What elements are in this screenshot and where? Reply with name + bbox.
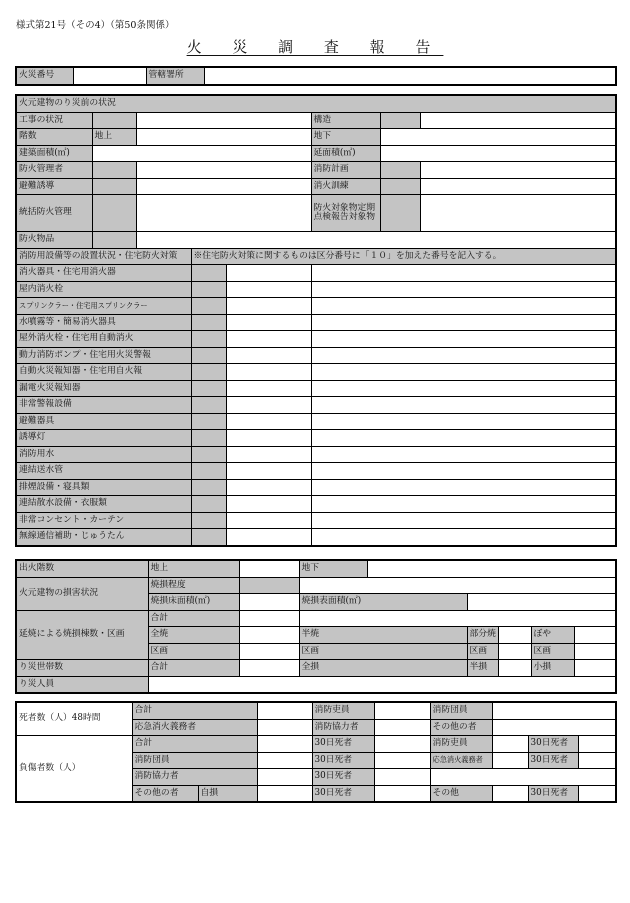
station-field[interactable] bbox=[204, 67, 616, 85]
equipment-code-box[interactable] bbox=[192, 463, 227, 479]
equipment-code[interactable] bbox=[191, 265, 311, 282]
burnt-floor-label: 焼損床面積(㎡) bbox=[148, 594, 239, 611]
equipment-row bbox=[16, 512, 616, 529]
injured-self-d30-label: 30日死者 bbox=[312, 785, 374, 802]
injured-self-d30-field[interactable] bbox=[374, 785, 430, 802]
persons-label: り災人員 bbox=[16, 676, 148, 693]
below-label: 地下 bbox=[311, 129, 380, 146]
degree-field[interactable] bbox=[299, 577, 616, 594]
deaths-official-field[interactable] bbox=[374, 702, 430, 719]
deaths-others-label: その他の者 bbox=[430, 719, 492, 736]
structure-code[interactable] bbox=[380, 112, 420, 129]
fire-plan-field[interactable] bbox=[420, 162, 616, 179]
small-section-label: 区画 bbox=[531, 643, 574, 660]
full-loss-label: 全損 bbox=[299, 660, 467, 677]
equipment-field[interactable] bbox=[311, 430, 616, 447]
burnt-surface-field[interactable] bbox=[467, 594, 616, 611]
fire-manager-code[interactable] bbox=[92, 162, 136, 179]
construction-field[interactable] bbox=[136, 112, 311, 129]
equipment-field[interactable] bbox=[311, 512, 616, 529]
equipment-code-box[interactable] bbox=[192, 282, 227, 298]
equipment-code-box[interactable] bbox=[192, 315, 227, 331]
equipment-label: 屋内消火栓 bbox=[16, 281, 191, 298]
equipment-row bbox=[16, 463, 616, 480]
equipment-code[interactable] bbox=[191, 397, 311, 414]
overall-manager-code[interactable] bbox=[92, 195, 136, 232]
origin-floor-label: 出火階数 bbox=[16, 560, 148, 577]
equipment-row bbox=[16, 281, 616, 298]
half-section-label: 区画 bbox=[299, 643, 467, 660]
damage-table bbox=[15, 559, 617, 694]
equipment-field[interactable] bbox=[311, 298, 616, 315]
full-section-label: 区画 bbox=[148, 643, 239, 660]
deaths-others-field[interactable] bbox=[492, 719, 616, 736]
equipment-label: 水噴霧等・簡易消火器具 bbox=[16, 314, 191, 331]
injured-emergency-d30-label: 30日死者 bbox=[528, 752, 578, 769]
drill-code[interactable] bbox=[380, 178, 420, 195]
injured-self-label: 自損 bbox=[198, 785, 257, 802]
goods-code[interactable] bbox=[92, 232, 136, 249]
partial-burn-field[interactable] bbox=[498, 627, 531, 644]
drill-field[interactable] bbox=[420, 178, 616, 195]
equipment-field[interactable] bbox=[311, 446, 616, 463]
spread-total-blank bbox=[299, 610, 616, 627]
injured-emergency-field[interactable] bbox=[492, 752, 528, 769]
drill-label: 消火訓練 bbox=[311, 178, 380, 195]
partial-section-field[interactable] bbox=[498, 643, 531, 660]
equipment-label: スプリンクラー・住宅用スプリンクラー bbox=[16, 298, 191, 315]
sec2-heading: 消防用設備等の設置状況・住宅防火対策 bbox=[16, 248, 191, 265]
equipment-label: 無線通信補助・じゅうたん bbox=[16, 529, 191, 546]
floor-area-label: 延面積(㎡) bbox=[311, 145, 380, 162]
equipment-label: 誘導灯 bbox=[16, 430, 191, 447]
floors-label: 階数 bbox=[16, 129, 92, 146]
origin-below-field[interactable] bbox=[367, 560, 616, 577]
equipment-row bbox=[16, 413, 616, 430]
injured-total-d30-label: 30日死者 bbox=[312, 736, 374, 753]
small-section-field[interactable] bbox=[574, 643, 616, 660]
injured-other-d30-field[interactable] bbox=[578, 785, 616, 802]
equipment-row bbox=[16, 529, 616, 546]
equipment-row bbox=[16, 331, 616, 348]
equipment-code-box[interactable] bbox=[192, 397, 227, 413]
injured-cooperator-field[interactable] bbox=[257, 769, 312, 786]
equipment-field[interactable] bbox=[311, 496, 616, 513]
injured-official-d30-label: 30日死者 bbox=[528, 736, 578, 753]
equipment-code-box[interactable] bbox=[192, 430, 227, 446]
equipment-label: 漏電火災報知器 bbox=[16, 380, 191, 397]
small-loss-label: 小損 bbox=[531, 660, 574, 677]
deaths-emergency-label: 応急消火義務者 bbox=[132, 719, 257, 736]
deaths-member-label: 消防団員 bbox=[430, 702, 492, 719]
equipment-code[interactable] bbox=[191, 413, 311, 430]
evacuation-label: 避難誘導 bbox=[16, 178, 92, 195]
equipment-code[interactable] bbox=[191, 331, 311, 348]
equipment-code-box[interactable] bbox=[192, 513, 227, 529]
building-area-field[interactable] bbox=[92, 145, 311, 162]
equipment-field[interactable] bbox=[311, 265, 616, 282]
inspection-code[interactable] bbox=[380, 195, 420, 232]
spread-total-field[interactable] bbox=[239, 610, 299, 627]
equipment-code[interactable] bbox=[191, 298, 311, 315]
evacuation-field[interactable] bbox=[136, 178, 311, 195]
equipment-code-box[interactable] bbox=[192, 298, 227, 314]
injured-cooperator-d30-field[interactable] bbox=[374, 769, 430, 786]
equipment-code-box[interactable] bbox=[192, 447, 227, 463]
injured-total-label: 合計 bbox=[132, 736, 257, 753]
sec1-heading: 火元建物のり災前の状況 bbox=[16, 95, 616, 112]
equipment-row bbox=[16, 364, 616, 381]
injured-member-label: 消防団員 bbox=[132, 752, 257, 769]
equipment-code-box[interactable] bbox=[192, 480, 227, 496]
injured-official-field[interactable] bbox=[492, 736, 528, 753]
equipment-row bbox=[16, 314, 616, 331]
injured-other-field[interactable] bbox=[492, 785, 528, 802]
equipment-field[interactable] bbox=[311, 479, 616, 496]
equipment-code[interactable] bbox=[191, 430, 311, 447]
deaths-member-field[interactable] bbox=[492, 702, 616, 719]
inspection-label: 防火対象物定期点検報告対象物 bbox=[311, 195, 380, 232]
sec2-note: ※住宅防火対策に関するものは区分番号に「１０」を加えた番号を記入する。 bbox=[191, 248, 616, 265]
equipment-code[interactable] bbox=[191, 529, 311, 546]
injured-other-d30-label: 30日死者 bbox=[528, 785, 578, 802]
equipment-row bbox=[16, 430, 616, 447]
injured-emergency-label: 応急消火義務者 bbox=[430, 752, 492, 769]
goods-label: 防火物品 bbox=[16, 232, 92, 249]
equipment-code[interactable] bbox=[191, 479, 311, 496]
fire-no-field[interactable] bbox=[73, 67, 146, 85]
fire-manager-field[interactable] bbox=[136, 162, 311, 179]
injured-cooperator-label: 消防協力者 bbox=[132, 769, 257, 786]
origin-above-label: 地上 bbox=[148, 560, 239, 577]
equipment-row bbox=[16, 479, 616, 496]
full-burn-field[interactable] bbox=[239, 627, 299, 644]
deaths-official-label: 消防吏員 bbox=[312, 702, 374, 719]
floor-area-field[interactable] bbox=[380, 145, 616, 162]
injured-member-field[interactable] bbox=[257, 752, 312, 769]
burnt-floor-field[interactable] bbox=[239, 594, 299, 611]
station-label: 管轄署所 bbox=[146, 67, 204, 85]
households-label: り災世帯数 bbox=[16, 660, 148, 677]
equipment-code-box[interactable] bbox=[192, 496, 227, 512]
injured-cooperator-blank bbox=[430, 769, 616, 786]
building-area-label: 建築面積(㎡) bbox=[16, 145, 92, 162]
equipment-field[interactable] bbox=[311, 331, 616, 348]
equipment-label: 動力消防ポンプ・住宅用火災警報 bbox=[16, 347, 191, 364]
form-number: 様式第21号（その4）（第50条関係） bbox=[16, 20, 175, 31]
equipment-field[interactable] bbox=[311, 347, 616, 364]
inspection-field[interactable] bbox=[420, 195, 616, 232]
equipment-code[interactable] bbox=[191, 380, 311, 397]
equipment-code-box[interactable] bbox=[192, 331, 227, 347]
injured-emergency-d30-field[interactable] bbox=[578, 752, 616, 769]
above-field[interactable] bbox=[136, 129, 311, 146]
equipment-label: 消火器具・住宅用消火器 bbox=[16, 265, 191, 282]
injured-others-label: その他の者 bbox=[132, 785, 198, 802]
half-burn-label: 半焼 bbox=[299, 627, 467, 644]
casualties-table bbox=[15, 701, 617, 803]
degree-label: 焼損程度 bbox=[148, 577, 239, 594]
injured-other-label: その他 bbox=[430, 785, 492, 802]
deaths-total-field[interactable] bbox=[257, 702, 312, 719]
equipment-field[interactable] bbox=[311, 364, 616, 381]
fire-plan-label: 消防計画 bbox=[311, 162, 380, 179]
equipment-row bbox=[16, 380, 616, 397]
equipment-code[interactable] bbox=[191, 512, 311, 529]
partial-section-label: 区画 bbox=[467, 643, 498, 660]
small-fire-label: ぼや bbox=[531, 627, 574, 644]
origin-above-field[interactable] bbox=[239, 560, 299, 577]
equipment-field[interactable] bbox=[311, 463, 616, 480]
equipment-code[interactable] bbox=[191, 496, 311, 513]
degree-code[interactable] bbox=[239, 577, 299, 594]
persons-field[interactable] bbox=[148, 676, 616, 693]
goods-field[interactable] bbox=[136, 232, 616, 249]
equipment-label: 消防用水 bbox=[16, 446, 191, 463]
equipment-label: 避難器具 bbox=[16, 413, 191, 430]
equipment-code-box[interactable] bbox=[192, 265, 227, 281]
deaths-cooperator-label: 消防協力者 bbox=[312, 719, 374, 736]
households-total-label: 合計 bbox=[148, 660, 239, 677]
equipment-code[interactable] bbox=[191, 314, 311, 331]
injured-total-d30-field[interactable] bbox=[374, 736, 430, 753]
burnt-surface-label: 焼損表面積(㎡) bbox=[299, 594, 467, 611]
injured-member-d30-label: 30日死者 bbox=[312, 752, 374, 769]
equipment-label: 屋外消火栓・住宅用自動消火 bbox=[16, 331, 191, 348]
equipment-field[interactable] bbox=[311, 529, 616, 546]
equipment-label: 自動火災報知器・住宅用自火報 bbox=[16, 364, 191, 381]
half-loss-label: 半損 bbox=[467, 660, 498, 677]
equipment-label: 非常警報設備 bbox=[16, 397, 191, 414]
overall-manager-label: 統括防火管理 bbox=[16, 195, 92, 232]
equipment-label: 連結散水設備・衣服類 bbox=[16, 496, 191, 513]
equipment-code[interactable] bbox=[191, 446, 311, 463]
equipment-code[interactable] bbox=[191, 281, 311, 298]
equipment-code-box[interactable] bbox=[192, 381, 227, 397]
construction-label: 工事の状況 bbox=[16, 112, 92, 129]
equipment-row bbox=[16, 298, 616, 315]
deaths-cooperator-field[interactable] bbox=[374, 719, 430, 736]
overall-manager-field[interactable] bbox=[136, 195, 311, 232]
equipment-code-box[interactable] bbox=[192, 414, 227, 430]
half-loss-field[interactable] bbox=[498, 660, 531, 677]
injured-total-field[interactable] bbox=[257, 736, 312, 753]
full-section-field[interactable] bbox=[239, 643, 299, 660]
small-fire-field[interactable] bbox=[574, 627, 616, 644]
origin-below-label: 地下 bbox=[299, 560, 367, 577]
equipment-code-box[interactable] bbox=[192, 348, 227, 364]
equipment-field[interactable] bbox=[311, 397, 616, 414]
equipment-field[interactable] bbox=[311, 380, 616, 397]
spread-label: 延焼による焼損棟数・区画 bbox=[16, 610, 148, 660]
equipment-label: 非常コンセント・カーテン bbox=[16, 512, 191, 529]
equipment-label: 排煙設備・寝具類 bbox=[16, 479, 191, 496]
damage-label: 火元建物の損害状況 bbox=[16, 577, 148, 610]
equipment-code[interactable] bbox=[191, 347, 311, 364]
equipment-field[interactable] bbox=[311, 413, 616, 430]
fire-plan-code[interactable] bbox=[380, 162, 420, 179]
injured-self-field[interactable] bbox=[257, 785, 312, 802]
building-status-table bbox=[15, 94, 617, 547]
injured-label: 負傷者数（人） bbox=[16, 736, 132, 803]
equipment-label: 連結送水管 bbox=[16, 463, 191, 480]
injured-member-d30-field[interactable] bbox=[374, 752, 430, 769]
equipment-row bbox=[16, 496, 616, 513]
equipment-code-box[interactable] bbox=[192, 529, 227, 545]
small-loss-field[interactable] bbox=[574, 660, 616, 677]
equipment-code[interactable] bbox=[191, 463, 311, 480]
equipment-code-box[interactable] bbox=[192, 364, 227, 380]
equipment-field[interactable] bbox=[311, 281, 616, 298]
injured-official-label: 消防吏員 bbox=[430, 736, 492, 753]
structure-field[interactable] bbox=[420, 112, 616, 129]
deaths-label: 死者数（人）48時間 bbox=[16, 702, 132, 736]
fire-manager-label: 防火管理者 bbox=[16, 162, 92, 179]
structure-label: 構造 bbox=[311, 112, 380, 129]
equipment-row bbox=[16, 397, 616, 414]
page-title: 火 災 調 査 報 告 bbox=[186, 38, 444, 56]
above-label: 地上 bbox=[92, 129, 136, 146]
deaths-total-label: 合計 bbox=[132, 702, 257, 719]
deaths-emergency-field[interactable] bbox=[257, 719, 312, 736]
households-total-field[interactable] bbox=[239, 660, 299, 677]
evacuation-code[interactable] bbox=[92, 178, 136, 195]
below-field[interactable] bbox=[380, 129, 616, 146]
construction-code[interactable] bbox=[92, 112, 136, 129]
spread-total-label: 合計 bbox=[148, 610, 239, 627]
fire-no-label: 火災番号 bbox=[16, 67, 73, 85]
equipment-row bbox=[16, 347, 616, 364]
full-burn-label: 全焼 bbox=[148, 627, 239, 644]
fire-number-table bbox=[15, 66, 617, 86]
partial-burn-label: 部分焼 bbox=[467, 627, 498, 644]
injured-cooperator-d30-label: 30日死者 bbox=[312, 769, 374, 786]
equipment-row bbox=[16, 446, 616, 463]
injured-official-d30-field[interactable] bbox=[578, 736, 616, 753]
equipment-code[interactable] bbox=[191, 364, 311, 381]
equipment-row bbox=[16, 265, 616, 282]
equipment-field[interactable] bbox=[311, 314, 616, 331]
